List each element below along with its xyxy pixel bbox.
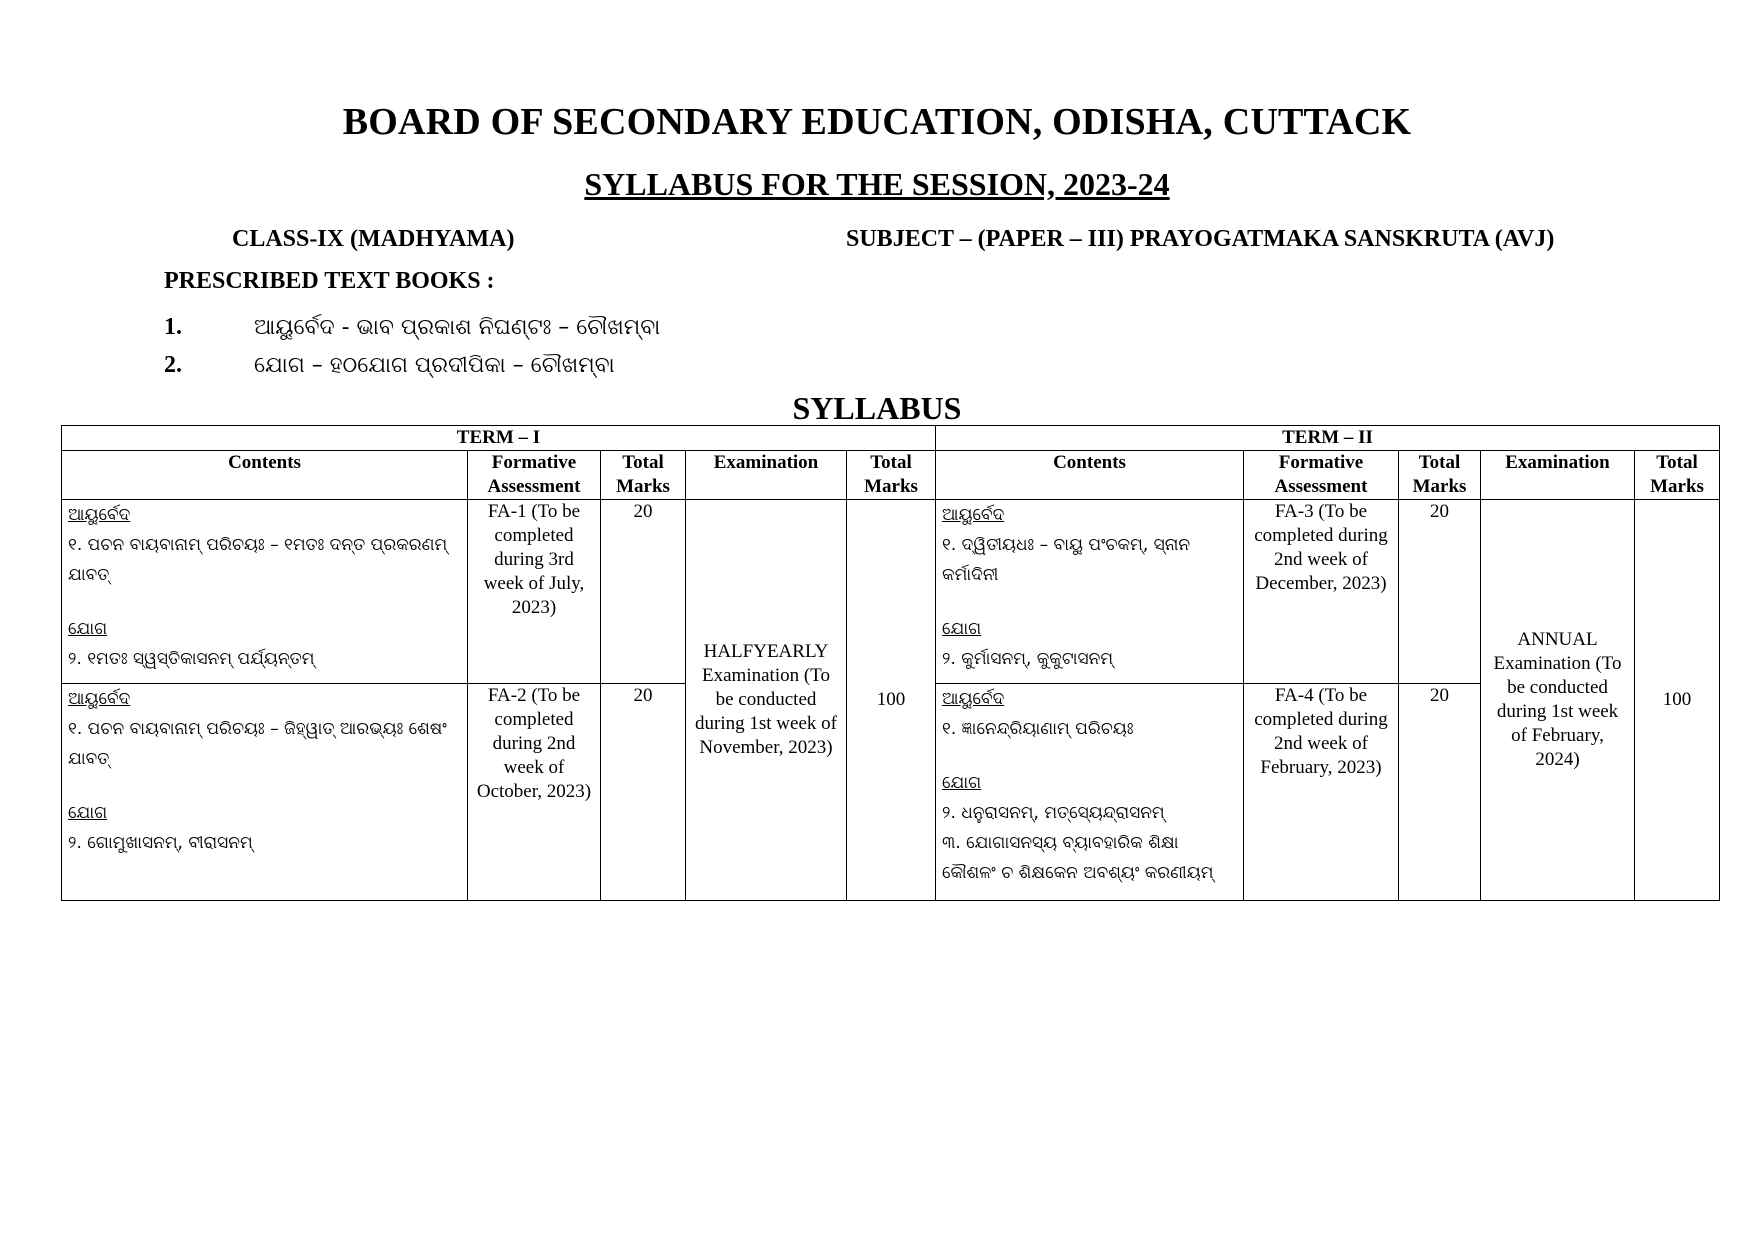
term1-contents-cell	[62, 500, 468, 684]
col-header-examination: Examination	[686, 451, 847, 500]
content-item: ୨. ୧ମତଃ ସ୍ୱସ୍ତିକାସନମ୍ ପର୍ଯ୍ୟନ୍ତମ୍	[68, 649, 315, 669]
category-label: ଯୋଗ	[68, 619, 108, 639]
col-header-examination: Examination	[1481, 451, 1635, 500]
content-item: ୨. ଧନୁରାସନମ୍, ମତ୍ସ୍ୟେନ୍ଦ୍ରାସନମ୍	[942, 803, 1165, 823]
formative-assessment-cell: FA-1 (To be completed during 3rd week of July, 2023)	[468, 500, 601, 684]
col-header-formative-assessment: Formative Assessment	[1244, 451, 1399, 500]
page-title: BOARD OF SECONDARY EDUCATION, ODISHA, CUTTACK	[342, 101, 1412, 143]
content-item: ୧. ପଚନ ବାୟବାନାମ୍ ପରିଚୟଃ – ୧ମତଃ ଦନ୍ତ ପ୍ରକରଣମ୍ ଯାବତ୍	[68, 535, 448, 585]
col-header-formative-assessment: Formative Assessment	[468, 451, 601, 500]
syllabus-heading: SYLLABUS	[792, 390, 962, 426]
book-item	[164, 350, 615, 379]
col-header-contents: Contents	[62, 451, 468, 500]
col-header-contents: Contents	[936, 451, 1244, 500]
fa-marks-cell: 20	[1399, 500, 1481, 684]
term2-heading: TERM – II	[936, 426, 1720, 451]
term2-contents-cell	[936, 684, 1244, 901]
formative-assessment-cell: FA-2 (To be completed during 2nd week of October, 2023)	[468, 684, 601, 901]
category-label: ଯୋଗ	[68, 803, 108, 823]
term1-contents-cell	[62, 684, 468, 901]
content-item: ୨. କୁର୍ମାସନମ୍, କୁକୁଟାସନମ୍	[942, 649, 1114, 669]
book-number: 2.	[164, 352, 182, 378]
term2-contents-cell	[936, 500, 1244, 684]
formative-assessment-cell: FA-4 (To be completed during 2nd week of February, 2023)	[1244, 684, 1399, 901]
category-label: ଆୟୁର୍ବେଦ	[68, 505, 131, 525]
fa-marks-cell: 20	[601, 500, 686, 684]
prescribed-heading: PRESCRIBED TEXT BOOKS :	[164, 268, 495, 294]
category-label: ଆୟୁର୍ବେଦ	[942, 505, 1005, 525]
syllabus-table	[61, 425, 1720, 901]
category-label: ଆୟୁର୍ବେଦ	[942, 689, 1005, 709]
term2-examination-cell: ANNUAL Examination (To be conducted during 1st week of February, 2024)	[1481, 500, 1635, 901]
formative-assessment-cell: FA-3 (To be completed during 2nd week of December, 2023)	[1244, 500, 1399, 684]
content-item: ୧. ପଚନ ବାୟବାନାମ୍ ପରିଚୟଃ – ଜିହ୍ୱାତ୍ ଆରଭ୍ୟଃ ଶେଷଂ ଯାବତ୍	[68, 719, 447, 769]
session-title: SYLLABUS FOR THE SESSION, 2023-24	[584, 166, 1170, 202]
col-header-total-marks: Total Marks	[601, 451, 686, 500]
table-row	[62, 500, 1720, 684]
col-header-total-marks: Total Marks	[1399, 451, 1481, 500]
term1-heading: TERM – I	[62, 426, 936, 451]
term1-total-marks-cell: 100	[847, 500, 936, 901]
category-label: ଯୋଗ	[942, 773, 982, 793]
class-label: CLASS-IX (MADHYAMA)	[232, 226, 515, 252]
term2-total-marks-cell: 100	[1635, 500, 1720, 901]
category-label: ଯୋଗ	[942, 619, 982, 639]
subject-label: SUBJECT – (PAPER – III) PRAYOGATMAKA SANSKRUTA (AVJ)	[846, 226, 1555, 252]
book-title: ଆୟୁର୍ବେଦ - ଭାବ ପ୍ରକାଶ ନିଘଣ୍ଟଃ – ଚୌଖମ୍ବା	[254, 315, 661, 340]
book-number: 1.	[164, 314, 182, 340]
content-item: ୨. ଗୋମୁଖାସନମ୍, ବୀରାସନମ୍	[68, 833, 253, 853]
content-item: ୩. ଯୋଗାସନସ୍ୟ ବ୍ୟାବହାରିକ ଶିକ୍ଷା କୌଶଳଂ ଚ ଶିକ୍ଷକେନ ଅବଶ୍ୟଂ କରଣୀୟମ୍	[942, 833, 1214, 883]
category-label: ଆୟୁର୍ବେଦ	[68, 689, 131, 709]
term1-examination-cell: HALFYEARLY Examination (To be conducted during 1st week of November, 2023)	[686, 500, 847, 901]
book-title: ଯୋଗ – ହଠଯୋଗ ପ୍ରଦୀପିକା – ଚୌଖମ୍ବା	[254, 353, 615, 378]
content-item: ୧. ଜ୍ଞାନେନ୍ଦ୍ରିୟାଣାମ୍ ପରିଚୟଃ	[942, 719, 1134, 739]
fa-marks-cell: 20	[601, 684, 686, 901]
col-header-total-marks: Total Marks	[847, 451, 936, 500]
col-header-total-marks: Total Marks	[1635, 451, 1720, 500]
book-item	[164, 312, 660, 341]
fa-marks-cell: 20	[1399, 684, 1481, 901]
content-item: ୧. ଦ୍ୱିତୀୟଧଃ – ବାୟୁ ପଂଚକମ୍, ସ୍ନାନ କର୍ମାଦିନୀ	[942, 535, 1191, 585]
